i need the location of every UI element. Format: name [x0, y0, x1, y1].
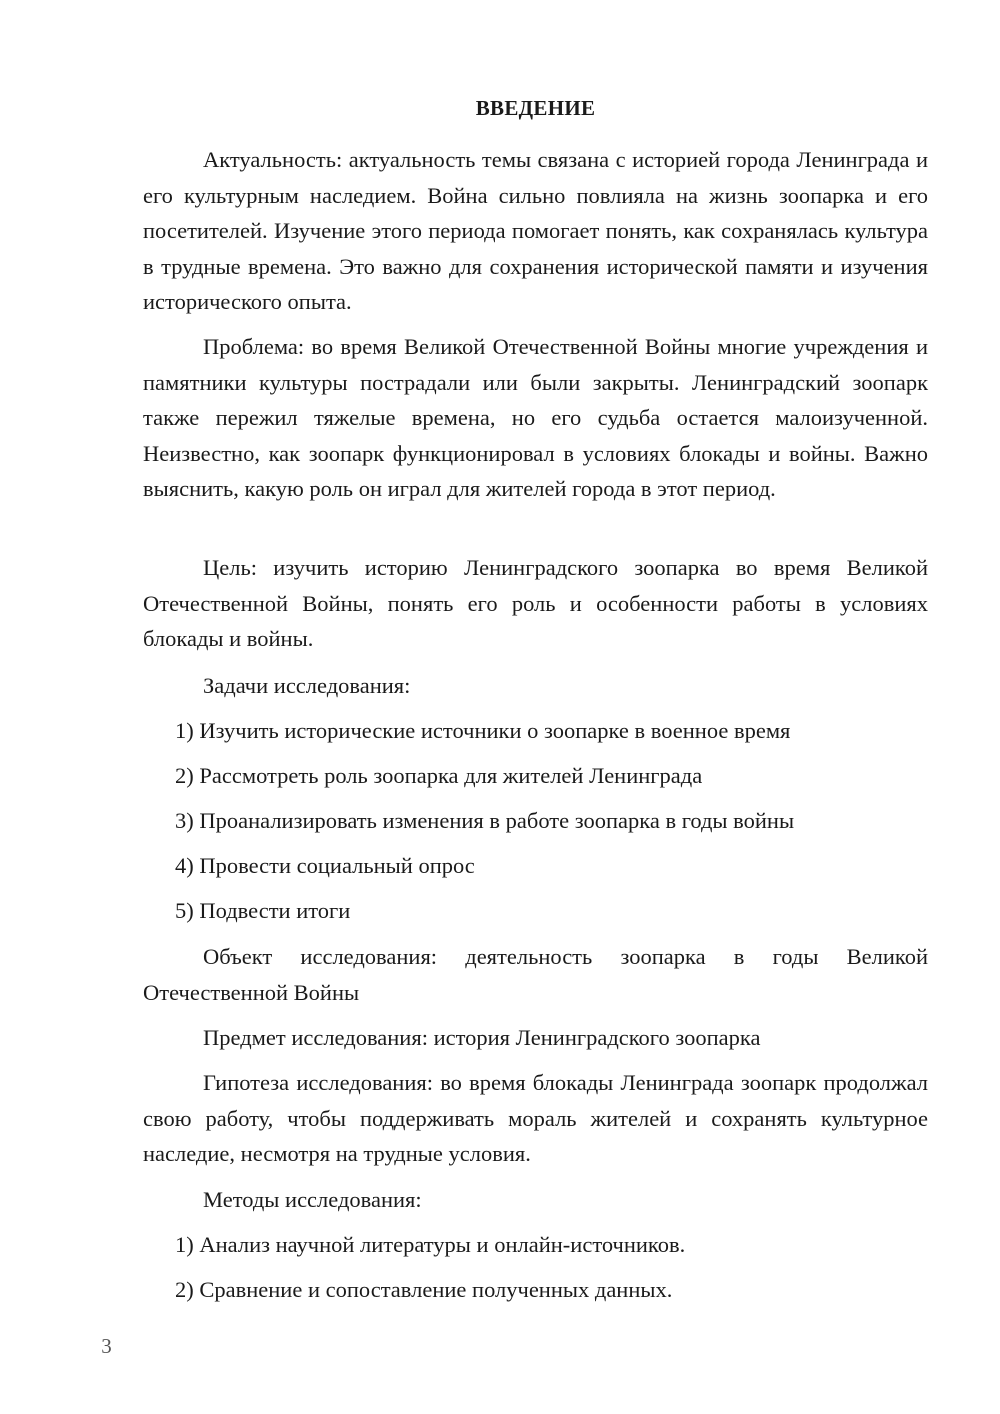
task-item-2: 2) Рассмотреть роль зоопарка для жителей Ленинграда: [175, 763, 703, 788]
relevance-paragraph: Актуальность: актуальность темы связана с историей города Ленинграда и его культурным наследием. Война сильно повлияла на жизнь зоопарка и его посетителей. Изучение этого периода помогает понять, как сохранялась культура в трудные времена. Это важно для сохранения исторической памяти и изучения исторического опыта.: [143, 147, 928, 314]
task-item-1: 1) Изучить исторические источники о зоопарке в военное время: [175, 718, 791, 743]
hypothesis-paragraph: Гипотеза исследования: во время блокады Ленинграда зоопарк продолжал свою работу, чтобы поддерживать мораль жителей и сохранять культурное наследие, несмотря на трудные условия.: [143, 1070, 928, 1166]
method-item-2: 2) Сравнение и сопоставление полученных данных.: [175, 1277, 673, 1302]
methods-heading: Методы исследования:: [203, 1187, 422, 1212]
goal-paragraph: Цель: изучить историю Ленинградского зоопарка во время Великой Отечественной Войны, понять его роль и особенности работы в условиях блокады и войны.: [143, 555, 928, 651]
page-title: ВВЕДЕНИЕ: [475, 96, 596, 120]
tasks-heading: Задачи исследования:: [203, 673, 411, 698]
object-paragraph: Объект исследования: деятельность зоопарка в годы Великой Отечественной Войны: [143, 944, 928, 1005]
page-number: 3: [101, 1334, 112, 1358]
method-item-1: 1) Анализ научной литературы и онлайн-источников.: [175, 1232, 686, 1257]
task-item-3: 3) Проанализировать изменения в работе зоопарка в годы войны: [175, 808, 795, 833]
task-item-5: 5) Подвести итоги: [175, 898, 351, 923]
subject-paragraph: Предмет исследования: история Ленинградского зоопарка: [203, 1025, 761, 1050]
problem-paragraph: Проблема: во время Великой Отечественной Войны многие учреждения и памятники культуры пострадали или были закрыты. Ленинградский зоопарк также пережил тяжелые времена, но его судьба остается малоизученной. Неизвестно, как зоопарк функционировал в условиях блокады и войны. Важно выяснить, какую роль он играл для жителей города в этот период.: [143, 334, 928, 501]
task-item-4: 4) Провести социальный опрос: [175, 853, 475, 878]
